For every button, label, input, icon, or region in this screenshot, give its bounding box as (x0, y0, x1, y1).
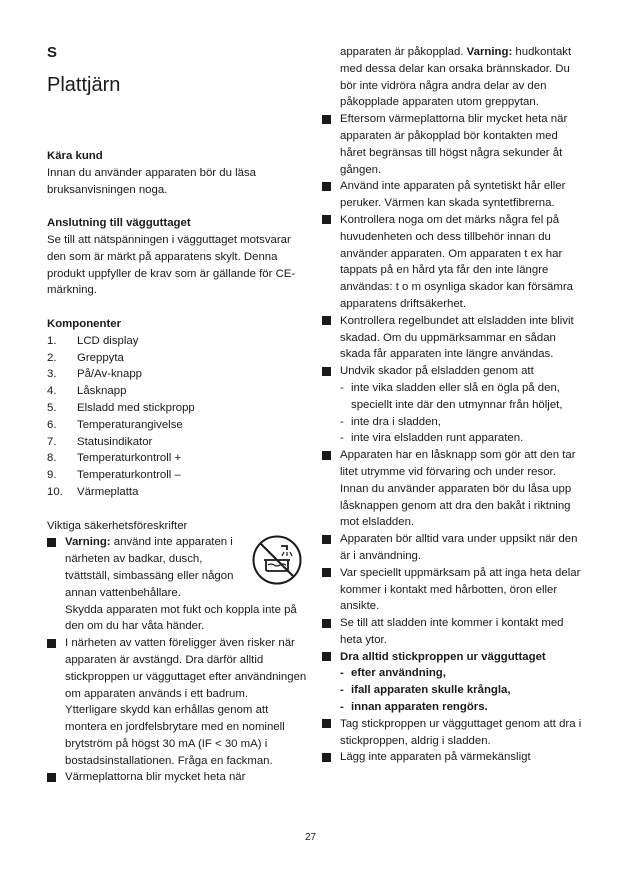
item-label: Greppyta (77, 351, 124, 364)
item-label: Temperaturangivelse (77, 418, 183, 431)
bullet-square-icon (322, 615, 340, 649)
dash-item: - inte dra i sladden, (340, 414, 584, 431)
item-number: 8. (47, 452, 57, 465)
bullet-text: Dra alltid stickproppen ur vägguttaget (340, 650, 546, 663)
components-heading: Komponenter (47, 317, 122, 330)
dash-text: ifall apparaten skulle krångla, (351, 684, 511, 697)
item-number: 4. (47, 385, 57, 398)
components-list (47, 333, 307, 501)
item-label: Temperaturkontroll + (77, 452, 182, 465)
greeting-heading: Kära kund (47, 150, 103, 162)
item-number: 9. (47, 469, 57, 482)
list-item (47, 400, 307, 417)
bullet-text: Värmeplattorna blir mycket heta när (65, 771, 246, 784)
bullet-square-icon (322, 531, 340, 565)
bullet-square-icon (322, 212, 340, 313)
item-number: 7. (47, 435, 57, 448)
bullet-square-icon (322, 565, 340, 615)
bullet-square-icon (47, 635, 65, 769)
safety-bullet (322, 649, 584, 716)
item-number: 5. (47, 401, 57, 414)
bullet-square-icon (322, 313, 340, 363)
dash-item: - inte vira elsladden runt apparaten. (340, 430, 584, 447)
safety-bullet (322, 363, 584, 447)
warning-label: Varning: (466, 46, 513, 58)
connection-heading: Anslutning till vägguttaget (47, 217, 191, 230)
dash-item: - inte vika sladden eller slå en ögla på den, speciellt inte där den utmynnar från höljet, (340, 380, 584, 414)
left-column (47, 148, 307, 788)
bullet-square-icon (47, 534, 65, 635)
bullet-square-icon (322, 447, 340, 531)
list-item (47, 366, 307, 383)
bullet-square-icon (322, 749, 340, 767)
list-item (47, 484, 307, 501)
item-label: Värmeplatta (77, 485, 139, 498)
bullet-text: Tag stickproppen ur vägguttaget genom att dra i stickproppen, aldrig i sladden. (340, 717, 582, 747)
bullet-text: Kontrollera regelbundet att elsladden inte blivit skadad. Om du uppmärksammar en sådan skada får apparaten inte längre användas. (340, 314, 574, 361)
continued-text (322, 44, 584, 111)
list-item (47, 417, 307, 434)
bullet-extra-text: Ytterligare skydd kan erhållas genom att montera en jordfelsbrytare med en nominell brytström på högst 30 mA (IF < 30 mA) i bostadsinstallationen. Fråga en fackman. (65, 704, 285, 767)
safety-bullet (47, 769, 307, 787)
dash-text: efter användning, (351, 667, 446, 680)
bullet-text: Eftersom värmeplattorna blir mycket heta när apparaten är påkopplad bör kontakten med håret begränsas till högst några sekunder åt gången. (340, 113, 568, 176)
list-item (47, 434, 307, 451)
safety-bullet (47, 635, 307, 769)
continued-text-a: apparaten är påkopplad. (340, 46, 467, 58)
item-label: Elsladd med stickpropp (77, 401, 195, 414)
item-label: Temperaturkontroll – (77, 469, 181, 482)
bullet-text: Kontrollera noga om det märks några fel på huvudenheten och dess tillbehör innan du använder apparaten. Om apparaten t ex har tappats på en hård yta får den inte längre användas: t o m osynliga skador kan försämra apparatens driftsäkerhet. (340, 213, 573, 310)
bullet-square-icon (322, 178, 340, 212)
bullet-text: använd inte apparaten i närheten av badkar, dusch, tvättställ, simbassäng eller någon annan vattenbehållare. (65, 536, 234, 599)
bullet-text: Var speciellt uppmärksam på att inga heta delar kommer i kontakt med hårbotten, öron eller ansikte. (340, 566, 581, 613)
dash-text: innan apparaten rengörs. (351, 701, 488, 714)
safety-bullet (322, 313, 584, 363)
greeting-text: Innan du använder apparaten bör du läsa bruksanvisningen noga. (47, 166, 256, 196)
connection-text: Se till att nätspänningen i vägguttaget motsvarar den som är märkt på apparatens skylt. Denna produkt uppfyller de krav som är gällande för CE-märkning. (47, 233, 296, 297)
safety-bullet (322, 447, 584, 531)
continued-text-b: hudkontakt med dessa delar kan orsaka brännskador. Du bör inte vidröra några andra delar av den påkopplade apparaten utom greppytan. (340, 46, 572, 109)
safety-bullet (322, 716, 584, 750)
bullet-text: Se till att sladden inte kommer i kontakt med heta ytor. (340, 617, 564, 646)
bullet-text: Apparaten har en låsknapp som gör att den tar litet utrymme vid förvaring och under resor. Innan du använder apparaten bör du låsa upp låsknappen genom att dra den bakåt i riktning mot elsladden. (340, 449, 576, 529)
right-column (322, 44, 584, 768)
bullet-text: Lägg inte apparaten på värmekänsligt (340, 751, 531, 764)
dash-item: - efter användning, (340, 665, 584, 682)
item-label: LCD display (77, 334, 139, 347)
page-number: 27 (304, 832, 317, 843)
no-water-bath-icon (251, 534, 303, 586)
dash-item: - innan apparaten rengörs. (340, 699, 584, 716)
item-number: 10. (47, 485, 63, 498)
bullet-text: Apparaten bör alltid vara under uppsikt när den är i användning. (340, 533, 578, 562)
bullet-text: Undvik skador på elsladden genom att (340, 365, 534, 378)
safety-bullet (322, 565, 584, 615)
dash-text: inte vira elsladden runt apparaten. (351, 432, 524, 445)
bullet-extra-text: Skydda apparaten mot fukt och koppla inte på den om du har våta händer. (65, 603, 297, 633)
bullet-square-icon (322, 649, 340, 716)
bullet-square-icon (322, 716, 340, 750)
language-code: S (47, 44, 58, 61)
item-number: 3. (47, 368, 57, 381)
item-label: Statusindikator (77, 435, 153, 448)
safety-bullet (47, 534, 307, 635)
item-label: Låsknapp (77, 385, 127, 398)
bullet-text: Använd inte apparaten på syntetiskt hår eller peruker. Värmen kan skada syntetfibrerna. (340, 180, 566, 210)
list-item (47, 333, 307, 350)
warning-label: Varning: (65, 536, 111, 549)
list-item (47, 350, 307, 367)
bullet-text: I närheten av vatten föreligger även risker när apparaten är avstängd. Dra därför alltid stickproppen ur vägguttaget efter användningen om apparaten används i ett badrum. (65, 637, 307, 700)
bullet-square-icon (47, 769, 65, 787)
page-title: Plattjärn (47, 74, 121, 96)
bullet-square-icon (322, 363, 340, 447)
item-number: 1. (47, 334, 57, 347)
safety-heading: Viktiga säkerhetsföreskrifter (47, 519, 188, 532)
dash-text: inte dra i sladden, (351, 415, 441, 428)
dash-text: inte vika sladden eller slå en ögla på den, speciellt inte där den utmynnar från höljet, (351, 381, 563, 411)
safety-bullet (322, 111, 584, 178)
safety-bullet (322, 531, 584, 565)
list-item (47, 450, 307, 467)
item-number: 6. (47, 418, 57, 431)
list-item (47, 383, 307, 400)
dash-item: - ifall apparaten skulle krångla, (340, 682, 584, 699)
safety-bullet (322, 178, 584, 212)
safety-bullet (322, 615, 584, 649)
safety-bullet (322, 212, 584, 313)
item-number: 2. (47, 351, 57, 364)
item-label: På/Av-knapp (77, 368, 143, 381)
safety-bullet (322, 749, 584, 767)
list-item (47, 467, 307, 484)
bullet-square-icon (322, 111, 340, 178)
